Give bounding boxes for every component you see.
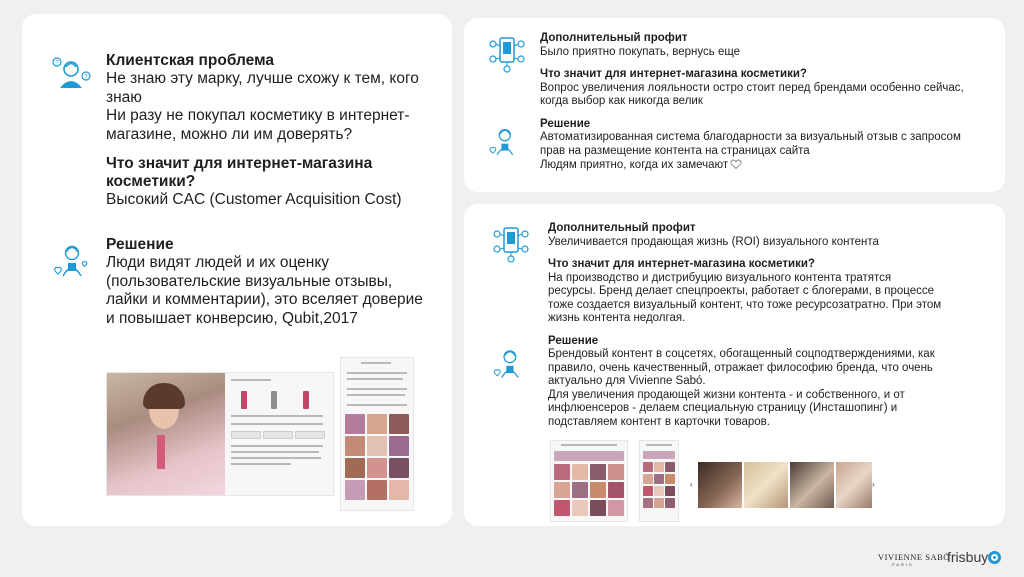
solution-line-text: Людям приятно, когда их замечают [540, 159, 729, 171]
solution-title: Решение [548, 334, 599, 347]
instashopping-screenshot [340, 357, 414, 511]
loyalty-text-block [540, 32, 995, 173]
meaning-line: Вопрос увеличения лояльности остро стоит перед брендами особенно сейчас, [540, 81, 964, 94]
solution-line: прав на размещение контента на страницах сайта [540, 144, 810, 157]
solution-title: Решение [540, 117, 591, 130]
meaning-line: тоже создается визуальный контент, что тоже ресурсозатратно. При этом [548, 298, 942, 311]
solution-line: инфлюенсеров - делаем специальную страницу (Инсташопинг) и [548, 402, 898, 414]
vivienne-sabo-logo: VIVIENNE SABÓ [878, 552, 950, 562]
meaning-line: ресурсы. Бренд делает спецпроекты, работает с блогерами, в процессе [548, 285, 935, 297]
problem-title: Клиентская проблема [106, 52, 274, 69]
person-question-icon [50, 52, 92, 94]
carousel-photo[interactable] [790, 462, 834, 508]
solution-line: подставляем контент в карточки товаров. [548, 415, 770, 428]
product-page-screenshot [106, 372, 334, 496]
phone-network-icon [486, 32, 528, 74]
problem-line: Ни разу не покупал косметику в интернет- [106, 107, 410, 124]
carousel-prev-icon[interactable]: ‹ [690, 480, 693, 489]
problem-block [106, 52, 446, 210]
solution-line: актуально для Vivienne Sabó. [548, 375, 706, 387]
content-roi-card [464, 204, 1005, 526]
client-problem-card [22, 14, 452, 526]
solution-line: Автоматизированная система благодарности за визуальный отзыв с запросом [540, 131, 961, 143]
profit-text: Было приятно покупать, вернусь еще [540, 45, 741, 58]
loyalty-card [464, 18, 1005, 192]
person-heart-icon [50, 240, 92, 282]
solution-line: лайки и комментарии), это вселяет доверие [106, 291, 423, 308]
meaning-title: Что значит для интернет-магазина косметики? [548, 258, 815, 270]
heart-icon [730, 158, 742, 170]
carousel-photo[interactable] [744, 462, 788, 508]
carousel-photo[interactable] [836, 462, 872, 508]
product-card-carousel [690, 462, 880, 508]
model-photo [107, 373, 225, 495]
profit-text: Увеличивается продающая жизнь (ROI) визуального контента [548, 235, 879, 248]
solution-block [106, 236, 446, 328]
frisbuy-logo-icon [988, 551, 1001, 564]
profit-title: Дополнительный профит [540, 32, 688, 44]
instashopping-grid-screenshot [550, 440, 628, 522]
roi-text-block [548, 222, 998, 429]
meaning-text: Высокий CAC (Customer Acquisition Cost) [106, 191, 402, 208]
solution-line [540, 158, 995, 173]
meaning-title: Что значит для интернет-магазина [106, 155, 373, 172]
carousel-photo[interactable] [698, 462, 742, 508]
profit-title: Дополнительный профит [548, 222, 696, 234]
person-heart-icon [490, 342, 528, 386]
problem-line: знаю [106, 88, 142, 106]
problem-line: магазине, можно ли им доверять? [106, 125, 353, 143]
phone-network-icon [490, 222, 532, 264]
solution-line: Люди видят людей и их оценку [106, 254, 330, 271]
meaning-line: когда выбор как никогда велик [540, 95, 703, 107]
svg-text:?: ? [84, 74, 88, 81]
solution-line: и повышает конверсию, Qubit,2017 [106, 309, 358, 327]
solution-line: правило, очень качественный, отражает философию бренда, что очень [548, 361, 933, 374]
solution-title: Решение [106, 236, 174, 253]
vivienne-sabo-logo-sub: PARIS [892, 562, 914, 567]
solution-line: Для увеличения продающей жизни контента - и собственного, и от [548, 388, 905, 401]
problem-line: Не знаю эту марку, лучше схожу к тем, кого [106, 70, 419, 87]
meaning-title: Что значит для интернет-магазина косметики? [540, 68, 807, 80]
svg-text:?: ? [55, 60, 59, 67]
meaning-line: жизнь контента недолгая. [548, 312, 686, 324]
solution-line: Брендовый контент в соцсетях, обогащенный соцподтверждениями, как [548, 348, 935, 360]
person-heart-icon [486, 122, 522, 162]
meaning-line: На производство и дистрибуцию визуального контента тратятся [548, 271, 892, 284]
solution-line: (пользовательские визуальные отзывы, [106, 272, 393, 290]
instashopping-mobile-screenshot [639, 440, 679, 522]
brand-logos [878, 549, 1006, 569]
meaning-title: косметики? [106, 173, 196, 190]
carousel-next-icon[interactable]: › [872, 480, 875, 489]
frisbuy-logo: frisbuy [947, 549, 989, 565]
